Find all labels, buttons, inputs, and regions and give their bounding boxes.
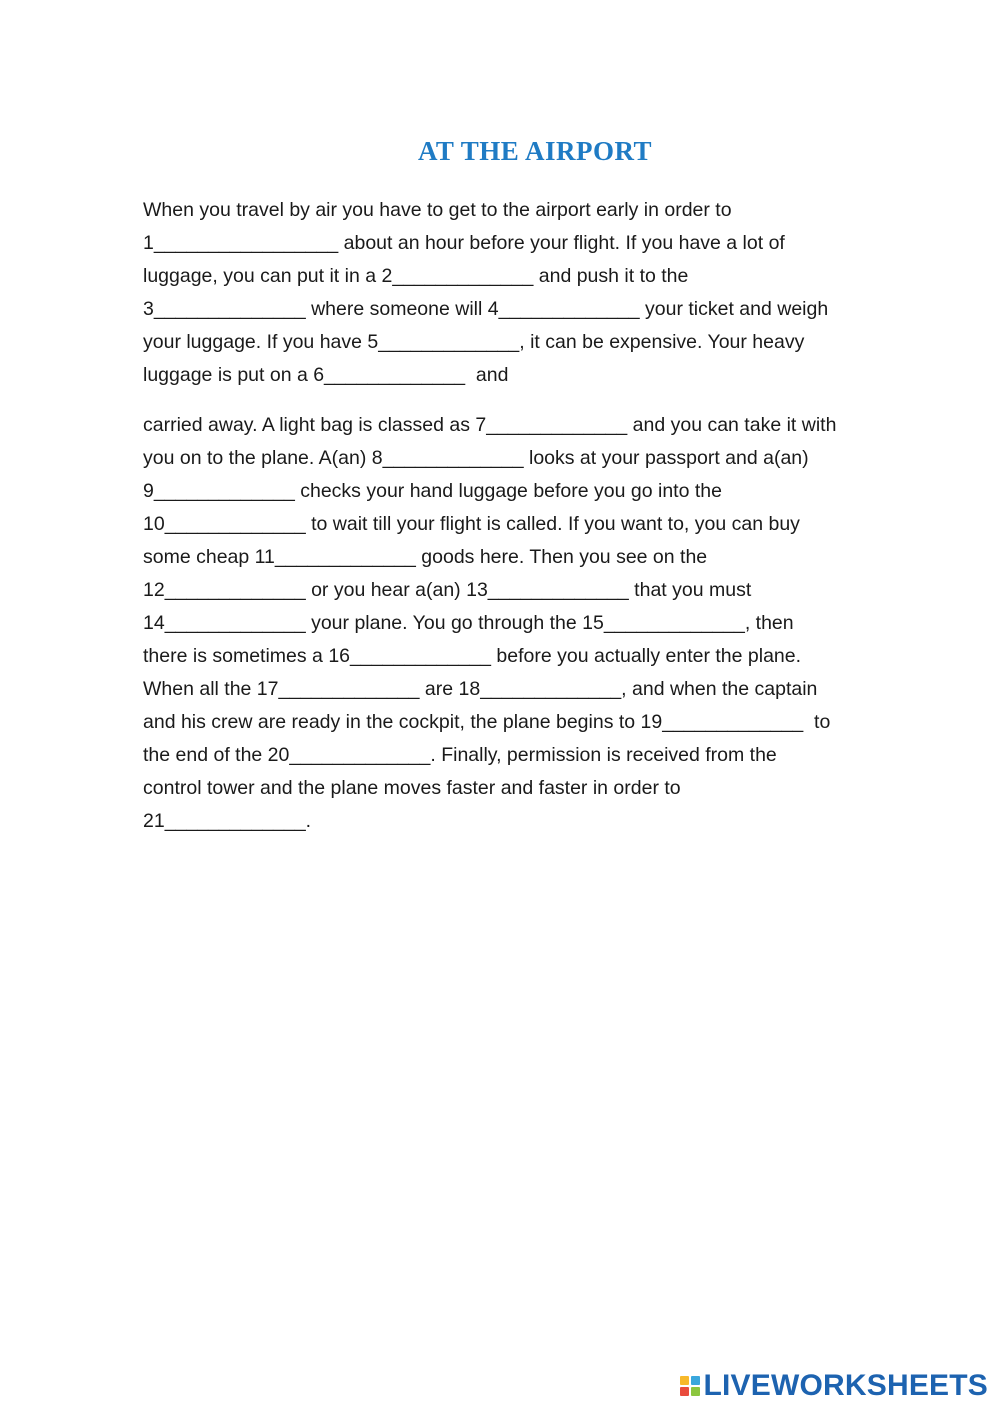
text-line: you on to the plane. A(an) 8_____________ looks at your passport and a(an) <box>143 447 809 469</box>
text-line: luggage, you can put it in a 2_____________ and push it to the <box>143 265 689 287</box>
text-line: When all the 17_____________ are 18_____________, and when the captain <box>143 678 818 700</box>
text-line: 21_____________. <box>143 810 312 832</box>
text-line: 12_____________ or you hear a(an) 13_____________ that you must <box>143 579 752 601</box>
text-line: control tower and the plane moves faster and faster in order to <box>143 777 681 799</box>
text-line: 10_____________ to wait till your flight is called. If you want to, you can buy <box>143 513 800 535</box>
text-line: 9_____________ checks your hand luggage before you go into the <box>143 480 722 502</box>
text-line: and his crew are ready in the cockpit, the plane begins to 19_____________ to <box>143 711 831 733</box>
paragraph-2 <box>143 409 943 838</box>
text-line: luggage is put on a 6_____________ and <box>143 364 509 386</box>
worksheet-title: AT THE AIRPORT <box>417 136 653 166</box>
text-line: 3______________ where someone will 4_____________ your ticket and weigh <box>143 298 829 320</box>
text-line: 14_____________ your plane. You go through the 15_____________, then <box>143 612 794 634</box>
text-line: When you travel by air you have to get to the airport early in order to <box>143 199 732 221</box>
text-line: your luggage. If you have 5_____________, it can be expensive. Your heavy <box>143 331 805 353</box>
text-line: some cheap 11_____________ goods here. Then you see on the <box>143 546 708 568</box>
text-line: carried away. A light bag is classed as 7_____________ and you can take it with <box>143 414 837 436</box>
text-line: 1_________________ about an hour before your flight. If you have a lot of <box>143 232 785 254</box>
text-line: the end of the 20_____________. Finally, permission is received from the <box>143 744 777 766</box>
liveworksheets-logo[interactable] <box>680 1366 989 1406</box>
paragraph-1 <box>143 194 943 392</box>
logo-text: LIVEWORKSHEETS <box>703 1369 988 1402</box>
text-line: there is sometimes a 16_____________ before you actually enter the plane. <box>143 645 802 667</box>
logo-blocks-icon <box>680 1376 700 1396</box>
